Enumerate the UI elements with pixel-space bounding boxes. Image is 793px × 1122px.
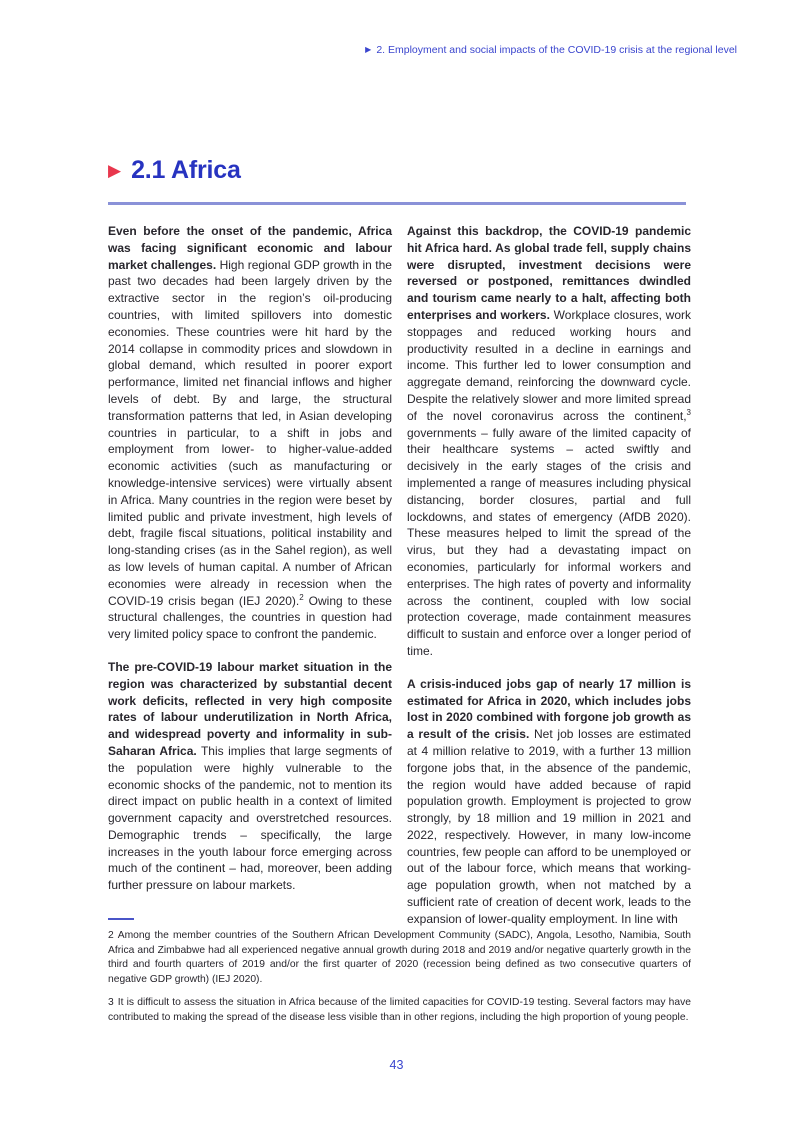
- paragraph-body: Owing to these structural challenges, the countries in question had very limited policy space to confront the pandemic.: [108, 593, 392, 642]
- header-arrow-icon: ▶: [365, 45, 372, 54]
- page-number: 43: [389, 1058, 404, 1072]
- paragraph-body: High regional GDP growth in the past two decades had been largely driven by the extractive sector in the region’s oil-producing countries, with limited spillovers into domestic economies. These countries were hit hard by the 2014 collapse in commodity prices and slowdown in global demand, which resulted in poorer export performance, limited net financial inflows and higher levels of debt. By and large, the structural transformation patterns that led, in Asian developing countries in particular, to a shift in jobs and employment from lower- to higher-value-added economic activities (such as manufacturing or knowledge-intensive services) were virtually absent in Africa. Many countries in the region were beset by limited public and private investment, high levels of debt, fragile fiscal situations, political instability and long-standing crises (as in the Sahel region), as well as low levels of human capital. A number of African economies were already in recession when the COVID-19 crisis began (IEJ 2020).: [108, 257, 392, 608]
- paragraph-lead: Against this backdrop, the COVID-19 pandemic hit Africa hard. As global trade fell, supply chains were disrupted, investment decisions were reversed or postponed, remittances dwindled and tourism came nearly to a halt, affecting both enterprises and workers.: [407, 224, 691, 322]
- title-divider: [108, 202, 686, 205]
- left-column: [108, 223, 392, 944]
- footnote-number: 2: [108, 930, 114, 941]
- paragraph-body: This implies that large segments of the population were highly vulnerable to the economic shocks of the pandemic, not to mention its direct impact on public health in a context of limited government capacity and overstretched resources. Demographic trends – specifically, the large increases in the youth labour force emerging across much of the continent – had, moreover, been adding further pressure on labour markets.: [108, 743, 392, 893]
- paragraph-lead: The pre-COVID-19 labour market situation in the region was characterized by substantial decent work deficits, reflected in very high composite rates of labour underutilization in North Africa, and widespread poverty and informality in sub-Saharan Africa.: [108, 659, 392, 758]
- running-header-text: 2. Employment and social impacts of the COVID-19 crisis at the regional level: [376, 44, 737, 56]
- footnote-number: 3: [108, 997, 114, 1009]
- footnote-text: It is difficult to assess the situation in Africa because of the limited capacities for COVID-19 testing. Several factors may have contributed to making the spread of the disease less visible than in other regions, including the high proportion of young people.: [108, 997, 691, 1023]
- paragraph-right-2: [407, 676, 691, 928]
- running-header: [365, 44, 737, 56]
- paragraph-body: Workplace closures, work stoppages and reduced working hours and productivity resulted in a decline in earnings and income. This further led to lower consumption and aggregate demand, reinforcing the downward cycle. Despite the relatively slower and more limited spread of the novel coronavirus across the continent,: [407, 307, 691, 423]
- paragraph-body: governments – fully aware of the limited capacity of their healthcare systems – acted swiftly and decisively in the early stages of the crisis and implemented a range of measures including physical distancing, border closures, partial and full lockdowns, and states of emergency (AfDB 2020). These measures helped to limit the spread of the virus, but they had a devastating impact on economies, particularly for informal workers and enterprises. The high rates of poverty and informality across the continent, coupled with low social protection coverage, made containment measures difficult to sustain and enforce over a longer period of time.: [407, 425, 691, 658]
- footnote-divider: [108, 918, 134, 920]
- paragraph-left-2: [108, 659, 392, 894]
- paragraph-lead: A crisis-induced jobs gap of nearly 17 million is estimated for Africa in 2020, which includes jobs lost in 2020 combined with forgone job growth as a result of the crisis.: [407, 676, 691, 742]
- footnote-ref-3: 3: [686, 407, 691, 417]
- paragraph-lead: Even before the onset of the pandemic, Africa was facing significant economic and labour market challenges.: [108, 224, 392, 272]
- footnotes: [108, 929, 691, 1035]
- right-column: [407, 223, 691, 944]
- title-arrow-icon: ▶: [108, 161, 122, 180]
- paragraph-right-1: [407, 223, 691, 660]
- section-title-text: 2.1 Africa: [131, 156, 241, 184]
- footnote-ref-2: 2: [299, 592, 304, 602]
- footnote-2: [108, 929, 691, 987]
- paragraph-left-1: [108, 223, 392, 643]
- footnote-text: Among the member countries of the Southern African Development Community (SADC), Angola, Lesotho, Namibia, South Africa and Zimbabwe had all experienced negative annual growth during 2018 and 2019 and/or negative quarterly growth in the third and fourth quarters of 2019 and/or the first quarter of 2020 (recession being defined as two consecutive quarters of negative GDP growth) (IEJ 2020).: [108, 930, 691, 985]
- footnote-3: [108, 996, 691, 1025]
- section-title: [108, 156, 241, 185]
- body-columns: [108, 223, 691, 944]
- paragraph-body: Net job losses are estimated at 4 million relative to 2019, with a further 13 million forgone jobs that, in the absence of the pandemic, the region would have added because of rapid population growth. Employment is projected to grow strongly, by 18 million and 19 million in 2021 and 2022, respectively. However, in many low-income countries, few people can afford to be unemployed or out of the labour force, which means that working-age population growth, when not matched by a sufficient rate of creation of decent work, leads to the expansion of lower-quality employment. In line with: [407, 727, 691, 926]
